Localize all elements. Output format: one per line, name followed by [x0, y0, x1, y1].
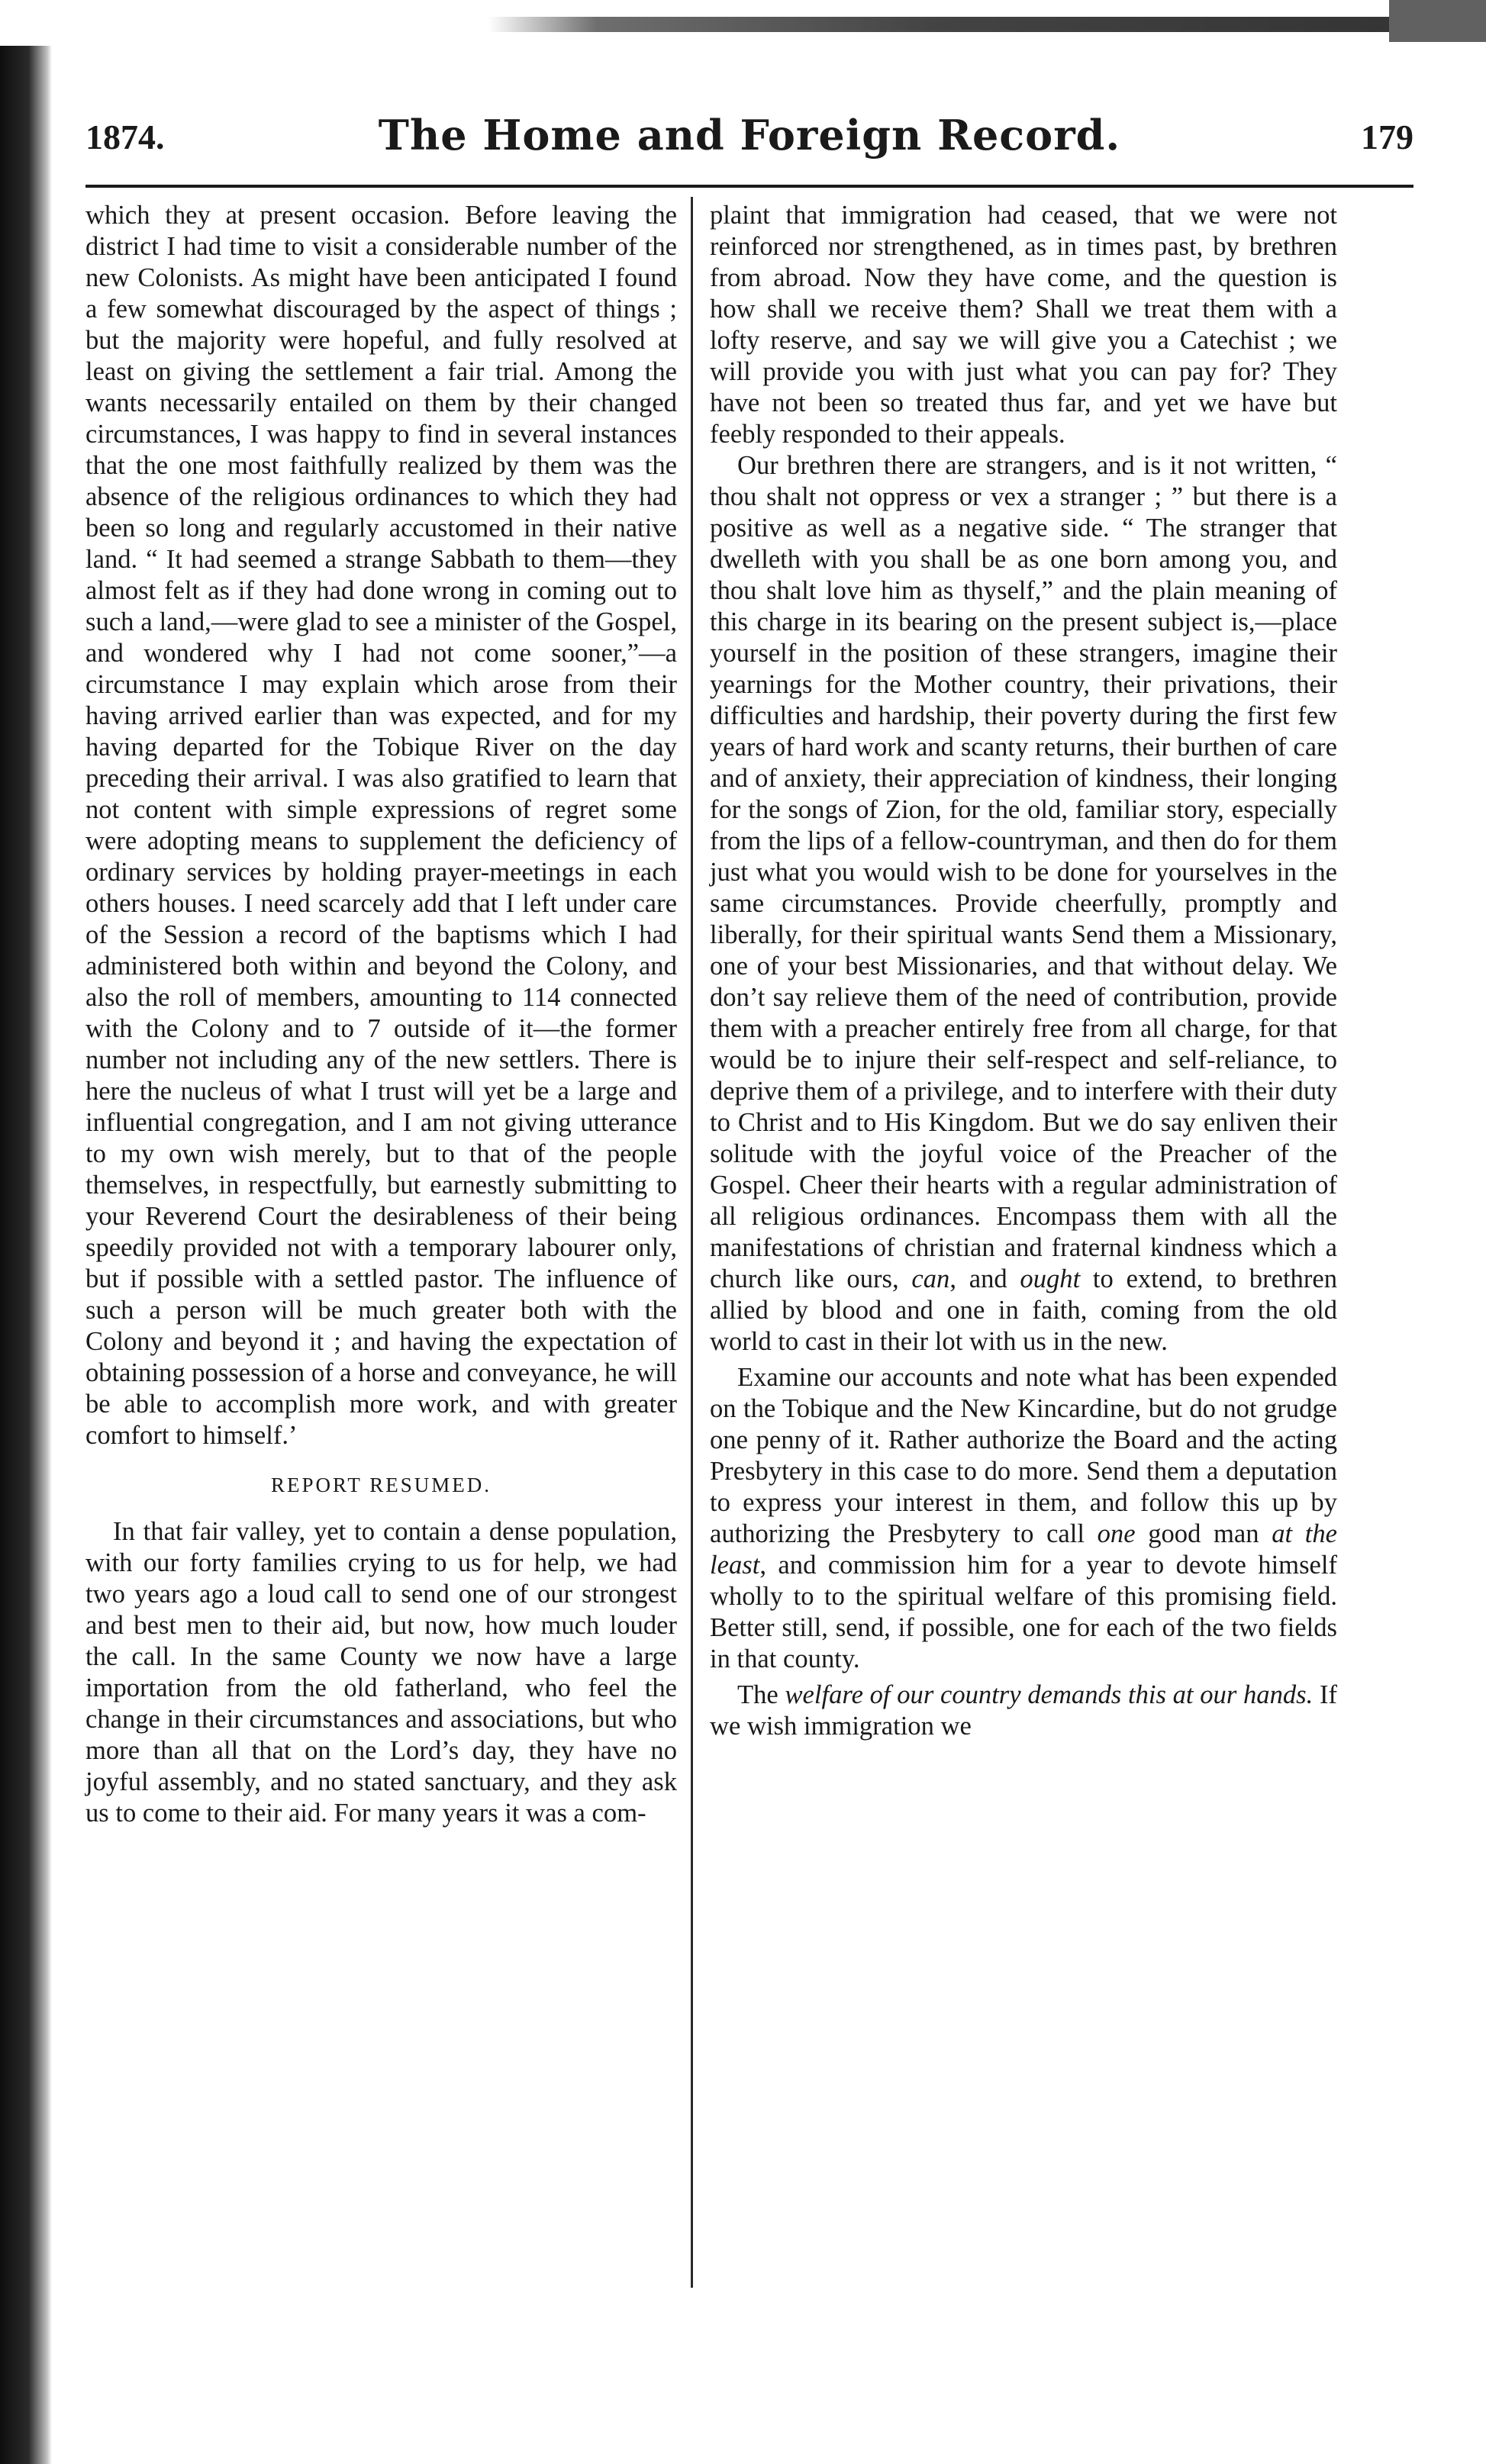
right-paragraph-2-mid: , and — [949, 1264, 1020, 1293]
column-divider — [691, 197, 693, 2288]
header-title: The Home and Foreign Record. — [378, 111, 1121, 159]
right-paragraph-1: plaint that immigration had ceased, that we were not reinforced nor strengthened, as in times past, by brethren from abroad. Now they have come, and the question is how shall we receive them? Shall we treat them with a lofty reserve, and say we will give you a Catechist ; we will provide you with just what you can pay for? They have not been so treated thus far, and yet we have but feebly responded to their appeals. — [710, 201, 1337, 449]
header-year: 1874. — [85, 118, 165, 156]
right-paragraph-2 — [710, 450, 1337, 1358]
right-paragraph-3-text: Examine our accounts and note what has been expended on the Tobique and the New Kincardine, but do not grudge one penny of it. Rather authorize the Board and the acting Presbytery in this case to do more. Send them a deputation to express your interest in them, and follow this up by authorizing the Presbytery to call — [710, 1363, 1337, 1548]
right-paragraph-2-text: Our brethren there are strangers, and is it not written, “ thou shalt not oppress or vex a stranger ; ” but there is a positive as well as a negative side. “ The stranger that dwelleth with you shall be as one born among you, and thou shalt love him as thyself,” and the plain meaning of this charge in its bearing on the present subject is,—place yourself in the position of these strangers, imagine their yearnings for the Mother country, their privations, their difficulties and hardship, their poverty during the first few years of hard work and scanty returns, their burthen of care and of anxiety, their appreciation of kindness, their longing for the songs of Zion, for the old, familiar story, especially from the lips of a fellow-countryman, and then do for them just what you would wish to be done for yourselves in the same circumstances. Provide cheerfully, promptly and liberally, for their spiritual wants Send them a Missionary, one of your best Missionaries, and that without delay. We don’t say relieve them of the need of contribution, provide them with a preacher entirely free from all charge, for that would be to injure their self-respect and self-reliance, to deprive them of a privilege, and to interfere with their duty to Christ and to His Kingdom. But we do say enliven their solitude with the joyful voice of the Preacher of the Gospel. Cheer their hearts with a regular administration of all religious ordinances. Encompass them with all the manifestations of christian and fraternal kindness which a church like ours, — [710, 451, 1337, 1293]
right-paragraph-3-mid: good man — [1135, 1519, 1272, 1548]
emphasis-at-the-least: at the least — [710, 1519, 1337, 1580]
left-column — [85, 200, 677, 1829]
section-heading: REPORT RESUMED. — [271, 1474, 492, 1496]
right-paragraph-4-end: If we wish immigration we — [710, 1680, 1337, 1741]
page-number: 179 — [1361, 118, 1413, 156]
header-rule — [85, 185, 1413, 188]
scan-binding-shadow — [0, 46, 52, 2464]
left-paragraph-1: which they at present occasion. Before leaving the district I had time to visit a considerable number of the new Colonists. As might have been anticipated I found a few somewhat discouraged by the aspect of things ; but the majority were hopeful, and fully resolved at least on giving the settlement a fair trial. Among the wants necessarily entailed on them by their changed circumstances, I was happy to find in several instances that the one most faithfully realized by them was the absence of the religious ordinances to which they had been so long and regularly accustomed in their native land. “ It had seemed a strange Sabbath to them—they almost felt as if they had done wrong in coming out to such a land,—were glad to see a minister of the Gospel, and wondered why I had not come sooner,”—a circumstance I may explain which arose from their having arrived earlier than was expected, and for my having departed for the Tobique River on the day preceding their arrival. I was also gratified to learn that not content with simple expressions of regret some were adopting means to supplement the deficiency of ordinary services by holding prayer-meetings in each others houses. I need scarcely add that I left under care of the Session a record of the baptisms which I had administered both within and beyond the Colony, and also the roll of members, amounting to 114 connected with the Colony and to 7 outside of it—the former number not including any of the new settlers. There is here the nucleus of what I trust will yet be a large and influential congregation, and I am not giving utterance to my own wish merely, but to that of the people themselves, in respectfully, but earnestly submitting to your Reverend Court the desirableness of their being speedily provided not with a temporary labourer only, but if possible with a settled pastor. The influence of such a person will be much greater both with the Colony and beyond it ; and having the expectation of obtaining possession of a horse and conveyance, he will be able to accomplish more work, and with greater comfort to himself.’ — [85, 201, 677, 1450]
scan-top-edge — [488, 17, 1389, 32]
emphasis-one: one — [1097, 1519, 1136, 1548]
emphasis-can: can — [911, 1264, 950, 1293]
emphasis-welfare: welfare of our country demands this at our hands. — [785, 1680, 1314, 1709]
right-paragraph-3 — [710, 1362, 1337, 1675]
right-paragraph-2-end: to extend, to brethren allied by blood and one in faith, coming from the old world to cast in their lot with us in the new. — [710, 1264, 1337, 1356]
right-paragraph-4 — [710, 1680, 1337, 1742]
right-paragraph-4-text: The — [737, 1680, 785, 1709]
right-column — [710, 200, 1337, 1742]
left-paragraph-2: In that fair valley, yet to contain a dense population, with our forty families crying to us for help, we had two years ago a loud call to send one of our strongest and best men to their aid, but now, how much louder the call. In the same County we now have a large importation from the old fatherland, who feel the change in their circumstances and associations, but who more than all that on the Lord’s day, they have no joyful assembly, and no stated sanctuary, and they ask us to come to their aid. For many years it was a com- — [85, 1517, 677, 1828]
right-paragraph-3-end: , and commission him for a year to devote himself wholly to to the spiritual welfare of this promising field. Better still, send, if possible, one for each of the two fields in that county. — [710, 1551, 1337, 1673]
page-header — [85, 111, 1413, 172]
scan-corner-artifact — [1389, 0, 1486, 42]
emphasis-ought: ought — [1020, 1264, 1081, 1293]
